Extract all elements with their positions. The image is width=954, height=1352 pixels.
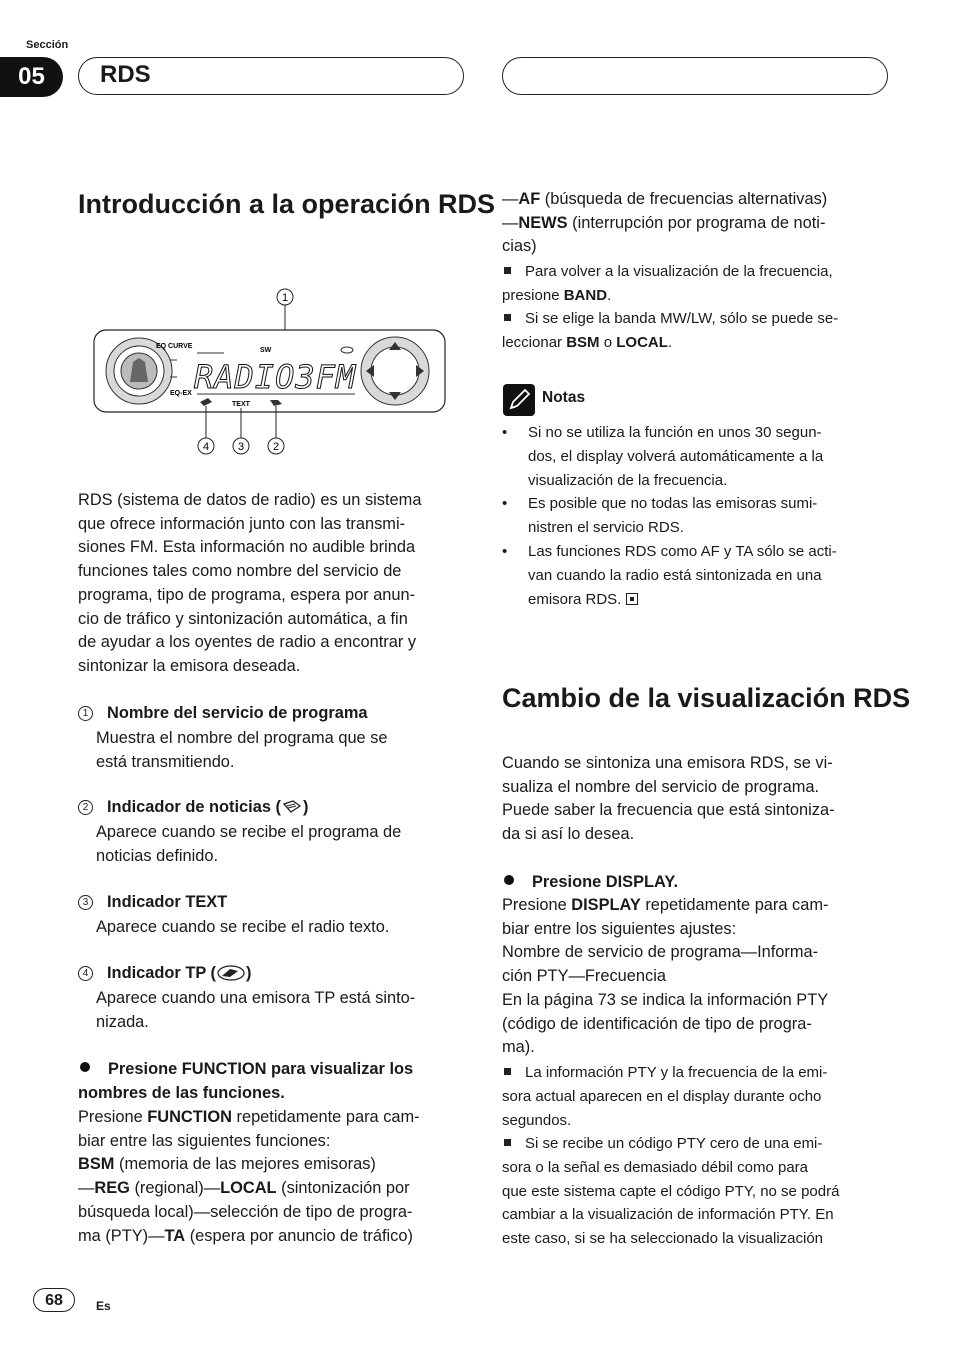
note-3: • Las funciones RDS como AF y TA sólo se acti- van cuando la radio está sintonizada en una emisora RDS.: [502, 543, 837, 608]
eq-curve-label: EQ CURVE: [156, 343, 193, 350]
chapter-title: RDS: [100, 61, 151, 88]
display-step-body: Presione DISPLAY repetidamente para cam- biar entre los siguientes ajustes: Nombre de servicio de programa—Informa- ción PTY—Frecuencia En la página 73 se indica la información PTY (código de identificación de tipo de progra- ma).: [502, 896, 829, 1057]
section-number: 05: [0, 57, 63, 97]
right-heading: Cambio de la visualización RDS: [502, 683, 911, 713]
left-heading: Introducción a la operación RDS: [78, 189, 496, 219]
right-intro: Cuando se sintoniza una emisora RDS, se vi- sualiza el nombre del servicio de programa. Puede saber la frecuencia que está sintoniza- da si así lo desea.: [502, 754, 835, 844]
sw-label: SW: [260, 347, 272, 354]
callout-4-label: 4: [202, 441, 210, 453]
bullet-dot-icon: [80, 1062, 90, 1072]
item-3-title: 3 Indicador TEXT: [78, 893, 227, 912]
note-2: • Es posible que no todas las emisoras sumi- nistren el servicio RDS.: [502, 495, 818, 536]
functions-continued: —AF (búsqueda de frecuencias alternativas) —NEWS (interrupción por programa de noti- cias): [502, 190, 828, 256]
item-4-title: 4 Indicador TP ( ): [78, 964, 251, 983]
item-1-title: 1 Nombre del servicio de programa: [78, 704, 368, 723]
page-number: 68: [33, 1288, 75, 1312]
function-step-title: Presione FUNCTION para visualizar los nombres de las funciones.: [78, 1060, 414, 1102]
notes-title: Notas: [542, 389, 586, 406]
end-mark-icon: [626, 593, 638, 605]
item-4-desc: Aparece cuando una emisora TP está sinto- nizada.: [96, 989, 416, 1031]
callout-3-label: 3: [237, 441, 245, 453]
item-3-desc: Aparece cuando se recibe el radio texto.: [96, 918, 390, 936]
function-step-body: Presione FUNCTION repetidamente para cam- biar entre las siguientes funciones: BSM (memoria de las mejores emisoras) —REG (regional)—LOCAL (sintonización por búsqueda local)—selección de tipo de progra- ma (PTY)—TA (espera por anuncio de tráfico): [78, 1108, 420, 1245]
display-figure: [92, 284, 448, 464]
item-2-title: 2 Indicador de noticias ( ): [78, 798, 308, 817]
square-bullet-icon: [504, 314, 511, 321]
head-unit-display-illustration: [92, 284, 448, 464]
header-right-frame: [502, 57, 888, 95]
square-bullet-icon: [504, 1068, 511, 1075]
eq-ex-label: EQ-EX: [170, 390, 192, 397]
display-step-title: Presione DISPLAY.: [502, 871, 678, 895]
tp-icon: [216, 965, 246, 981]
note-pty-display: La información PTY y la frecuencia de la emi- sora actual aparecen en el display durante ocho segundos.: [502, 1064, 828, 1129]
text-indicator-label: TEXT: [232, 401, 250, 408]
language-code: Es: [96, 1299, 111, 1313]
item-2-desc: Aparece cuando se recibe el programa de noticias definido.: [96, 823, 402, 865]
callout-2-label: 2: [272, 441, 280, 453]
section-label: Sección: [26, 39, 69, 51]
bullet-dot-icon: [504, 875, 514, 885]
callout-1-label: 1: [281, 292, 289, 304]
news-icon: [281, 800, 303, 814]
left-intro: RDS (sistema de datos de radio) es un sistema que ofrece información junto con las transmi- siones FM. Esta información no audible brinda funciones tales como nombre del servicio de programa, tipo de programa, espera por anun- cio de tráfico y sintonización automática, a fin de ayudar a los oyentes de radio a encontrar y sintonizar la emisora deseada.: [78, 491, 422, 675]
item-1-desc: Muestra el nombre del programa que se está transmitiendo.: [96, 729, 388, 771]
note-band: Para volver a la visualización de la frecuencia, presione BAND.: [502, 263, 833, 304]
lcd-program-name: RADIO3FM: [194, 358, 357, 396]
square-bullet-icon: [504, 1139, 511, 1146]
square-bullet-icon: [504, 267, 511, 274]
note-mwlw: Si se elige la banda MW/LW, sólo se puede se- leccionar BSM o LOCAL.: [502, 310, 839, 351]
note-pty-zero: Si se recibe un código PTY cero de una emi- sora o la señal es demasiado débil como para que este sistema capte el código PTY, no se podrá cambiar a la visualización de información PTY. En este caso, si se ha seleccionado la visualización: [502, 1135, 840, 1248]
pencil-icon: [503, 384, 535, 416]
note-1: • Si no se utiliza la función en unos 30 segun- dos, el display volverá automáticamente a la visualización de la frecuencia.: [502, 424, 824, 489]
